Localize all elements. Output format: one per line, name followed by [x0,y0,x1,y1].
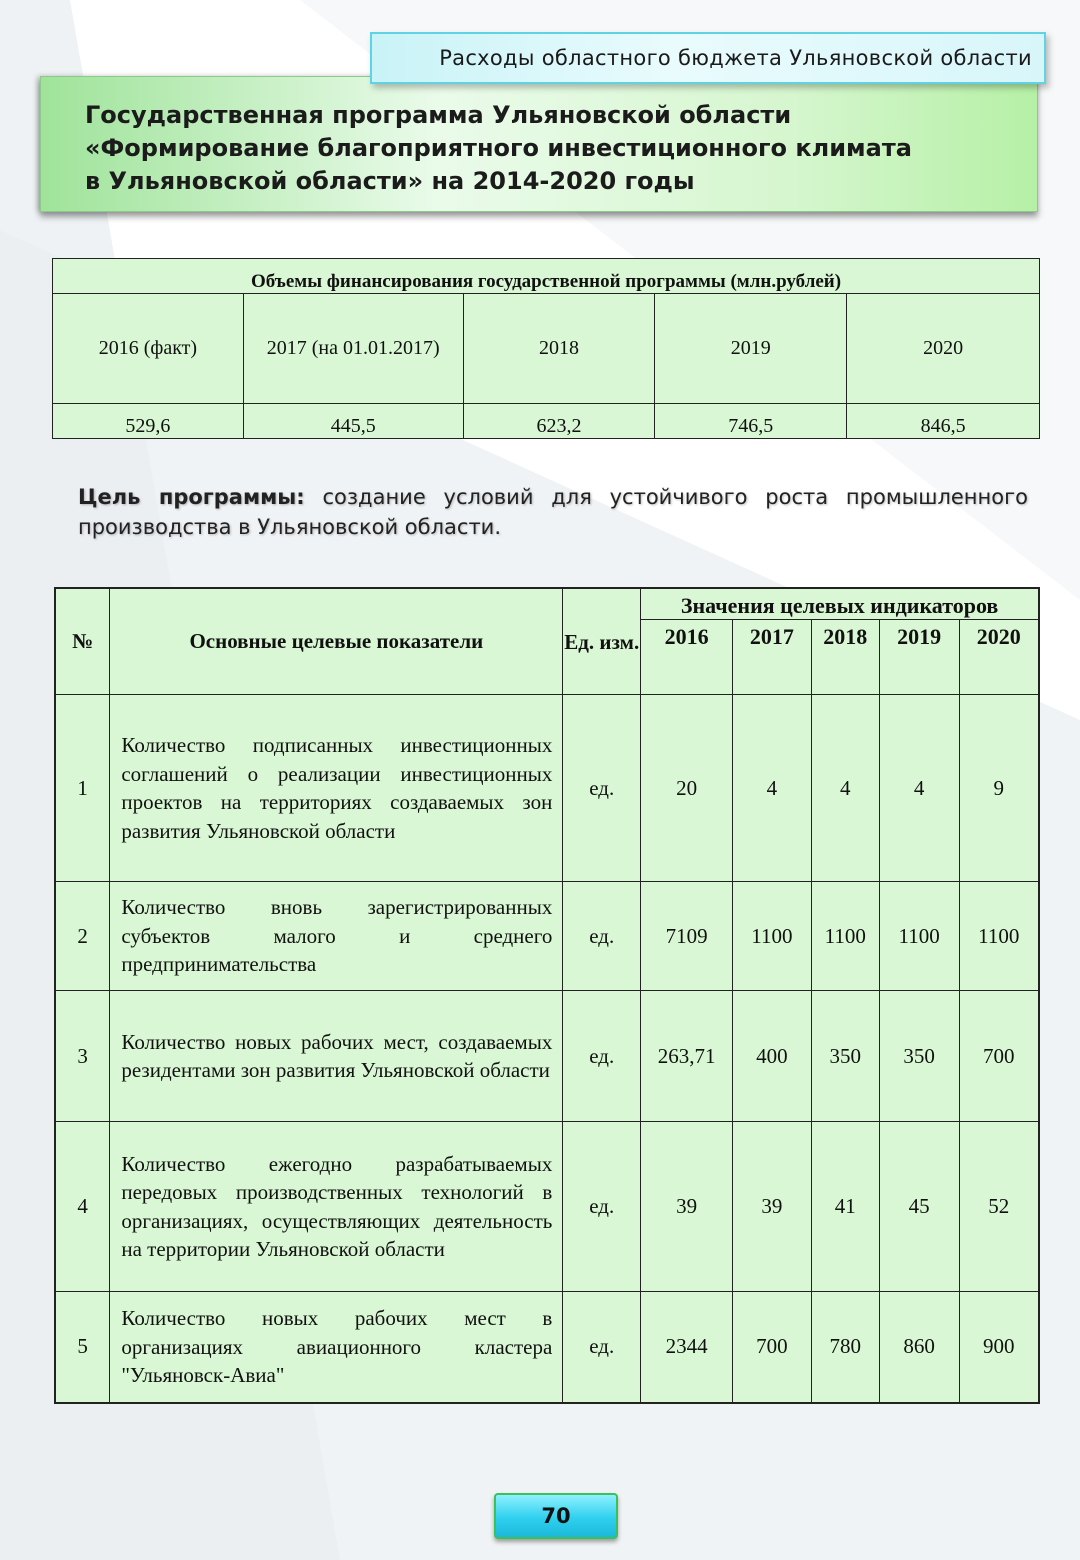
row-value: 860 [879,1292,959,1403]
row-unit: ед. [563,1292,641,1403]
row-name: Количество подписанных инвестиционных соглашений о реализации инвестиционных проектов на территориях создаваемых зон развития Ульяновской области [110,695,563,882]
financing-year: 2017 (на 01.01.2017) [243,294,463,404]
row-name: Количество новых рабочих мест, создаваемых резидентами зон развития Ульяновской области [110,991,563,1122]
row-value: 700 [733,1292,812,1403]
row-value: 1100 [879,882,959,991]
financing-caption: Объемы финансирования государственной программы (млн.рублей) [53,259,1040,294]
goal-label: Цель программы: [78,485,305,509]
row-value: 1100 [811,882,879,991]
financing-year: 2018 [463,294,655,404]
row-value: 39 [733,1122,812,1292]
col-header-unit: Ед. изм. [563,588,641,695]
row-num: 4 [55,1122,110,1292]
financing-value: 623,2 [463,404,655,439]
indicators-table [54,587,1040,1404]
table-row [55,1292,1039,1403]
row-value: 7109 [641,882,733,991]
row-value: 263,71 [641,991,733,1122]
financing-year: 2019 [655,294,847,404]
financing-table [52,258,1040,439]
table-row [55,1122,1039,1292]
row-value: 2344 [641,1292,733,1403]
row-value: 350 [811,991,879,1122]
row-value: 700 [959,991,1039,1122]
col-header-values: Значения целевых индикаторов [641,588,1039,620]
row-name: Количество ежегодно разрабатываемых передовых производственных технологий в организациях, осуществляющих деятельность на территории Ульяновской области [110,1122,563,1292]
row-unit: ед. [563,1122,641,1292]
row-value: 9 [959,695,1039,882]
col-header-year: 2016 [641,620,733,695]
financing-year: 2020 [847,294,1040,404]
financing-value: 445,5 [243,404,463,439]
financing-value: 846,5 [847,404,1040,439]
program-title-line: «Формирование благоприятного инвестиционного климата [85,134,912,162]
row-num: 1 [55,695,110,882]
table-row [55,882,1039,991]
financing-value: 529,6 [53,404,244,439]
financing-year: 2016 (факт) [53,294,244,404]
row-unit: ед. [563,695,641,882]
col-header-year: 2020 [959,620,1039,695]
col-header-year: 2018 [811,620,879,695]
row-value: 45 [879,1122,959,1292]
row-value: 39 [641,1122,733,1292]
row-value: 20 [641,695,733,882]
row-value: 1100 [959,882,1039,991]
row-value: 400 [733,991,812,1122]
program-title [85,99,1037,198]
program-title-box [40,76,1038,212]
row-value: 52 [959,1122,1039,1292]
financing-value: 746,5 [655,404,847,439]
section-header-tab [370,32,1046,84]
row-value: 4 [811,695,879,882]
table-row [55,991,1039,1122]
row-num: 5 [55,1292,110,1403]
row-value: 350 [879,991,959,1122]
row-num: 2 [55,882,110,991]
program-title-line: Государственная программа Ульяновской области [85,101,792,129]
row-unit: ед. [563,882,641,991]
row-name: Количество новых рабочих мест в организациях авиационного кластера "Ульяновск-Авиа" [110,1292,563,1403]
row-num: 3 [55,991,110,1122]
row-value: 4 [879,695,959,882]
row-value: 41 [811,1122,879,1292]
row-value: 4 [733,695,812,882]
goal-text: создание условий для устойчивого роста промышленного производства в Ульяновской области. [78,485,1028,539]
table-row [55,695,1039,882]
page-number: 70 [494,1493,618,1539]
section-title: Расходы областного бюджета Ульяновской области [439,46,1032,70]
col-header-name: Основные целевые показатели [110,588,563,695]
row-value: 1100 [733,882,812,991]
row-value: 780 [811,1292,879,1403]
row-unit: ед. [563,991,641,1122]
program-title-line: в Ульяновской области» на 2014-2020 годы [85,167,695,195]
program-goal [78,482,1028,542]
col-header-year: 2017 [733,620,812,695]
col-header-year: 2019 [879,620,959,695]
row-value: 900 [959,1292,1039,1403]
row-name: Количество вновь зарегистрированных субъектов малого и среднего предпринимательства [110,882,563,991]
col-header-num: № [55,588,110,695]
